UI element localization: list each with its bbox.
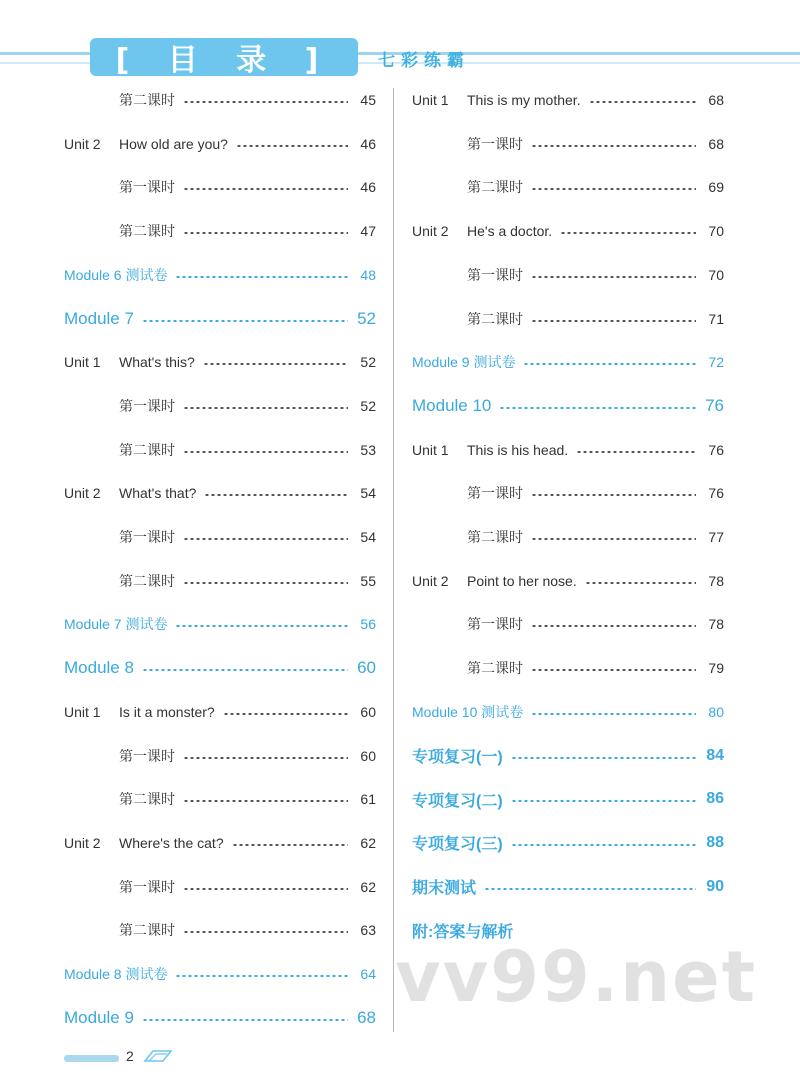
leader-dots	[232, 844, 348, 846]
page-ref: 68	[708, 135, 724, 152]
toc-entry[interactable]	[64, 175, 376, 199]
leader-dots	[142, 1019, 348, 1021]
leader-dots	[531, 669, 696, 671]
page-ref: 69	[708, 179, 724, 196]
page-ref: 86	[706, 790, 724, 808]
entry-title: Module 9 测试卷	[412, 354, 516, 371]
page-ref: 47	[360, 223, 376, 240]
entry-title: How old are you?	[119, 135, 228, 152]
toc-entry[interactable]	[64, 219, 376, 243]
page-ref: 54	[360, 485, 376, 502]
page-ref: 76	[708, 485, 724, 502]
toc-entry[interactable]	[412, 787, 724, 811]
page-ref: 53	[360, 441, 376, 458]
page-ref: 52	[357, 308, 376, 328]
unit-label: Unit 2	[412, 223, 449, 240]
page-ref: 55	[360, 572, 376, 589]
entry-title: 第一课时	[467, 135, 523, 152]
leader-dots	[183, 888, 348, 890]
leader-dots	[183, 800, 348, 802]
page-ref: 72	[708, 354, 724, 371]
unit-label: Unit 2	[64, 834, 101, 851]
entry-title: Module 8	[64, 658, 134, 678]
toc-entry[interactable]	[412, 307, 724, 331]
entry-title: 第一课时	[119, 529, 175, 545]
leader-dots	[531, 494, 696, 496]
entry-title: Is it a monster?	[119, 703, 215, 720]
leader-dots	[142, 320, 348, 322]
toc-entry[interactable]	[64, 438, 376, 462]
toc-entry[interactable]	[412, 132, 724, 156]
leader-dots	[531, 538, 696, 540]
entry-title: This is my mother.	[467, 92, 581, 108]
leader-dots	[531, 276, 696, 278]
leader-dots	[183, 931, 348, 933]
leader-dots	[531, 145, 696, 147]
page-ref: 78	[708, 572, 724, 589]
toc-entry[interactable]	[412, 831, 724, 855]
leader-dots	[223, 713, 348, 715]
leader-dots	[183, 407, 348, 409]
page-ref: 61	[360, 791, 376, 808]
page-ref: 62	[360, 834, 376, 851]
page-ref: 70	[708, 266, 724, 283]
entry-title: 第一课时	[467, 616, 523, 633]
page-number: 2	[126, 1048, 134, 1064]
page-ref: 60	[357, 658, 376, 678]
watermark: vv99.net	[395, 936, 758, 1018]
entry-title: Module 10 测试卷	[412, 703, 524, 720]
toc-entry[interactable]	[64, 132, 376, 156]
entry-title: What's that?	[119, 485, 197, 502]
entry-title: 专项复习(三)	[412, 836, 503, 854]
entry-title: Module 9	[64, 1007, 134, 1027]
page-ref: 45	[360, 92, 376, 108]
leader-dots	[589, 101, 696, 103]
entry-title: Module 7	[64, 308, 134, 328]
toc-entry[interactable]	[64, 350, 376, 374]
entry-title: 第二课时	[119, 922, 175, 939]
toc-entry[interactable]	[64, 700, 376, 724]
book-icon	[143, 1048, 173, 1064]
toc-entry[interactable]	[412, 263, 724, 287]
toc-entry[interactable]	[412, 525, 724, 549]
leader-dots	[183, 188, 348, 190]
toc-entry[interactable]	[64, 307, 376, 331]
leader-dots	[499, 407, 696, 409]
unit-label: Unit 2	[64, 485, 101, 502]
leader-dots	[204, 494, 348, 496]
leader-dots	[560, 232, 696, 234]
page-ref: 88	[706, 833, 724, 851]
toc-entry[interactable]	[412, 394, 724, 418]
entry-title: Module 8 测试卷	[64, 966, 168, 982]
toc-entry[interactable]	[412, 612, 724, 636]
page-ref: 60	[360, 747, 376, 764]
entry-title: Module 7 测试卷	[64, 616, 168, 633]
entry-title: 第二课时	[467, 310, 523, 327]
leader-dots	[531, 625, 696, 627]
footer-bar	[64, 1055, 119, 1062]
page-ref: 90	[706, 877, 724, 895]
leader-dots	[183, 101, 348, 103]
page-ref: 46	[360, 179, 376, 196]
entry-title: 附:答案与解析	[412, 923, 514, 941]
column-divider	[393, 88, 394, 1032]
toc-entry[interactable]	[64, 656, 376, 680]
leader-dots	[511, 800, 696, 802]
toc-entry[interactable]	[64, 569, 376, 593]
toc-entry[interactable]	[64, 918, 376, 942]
leader-dots	[511, 844, 696, 846]
page-ref: 76	[708, 441, 724, 458]
toc-entry[interactable]	[412, 88, 724, 112]
entry-title: 第二课时	[467, 529, 523, 545]
entry-title: Point to her nose.	[467, 572, 577, 589]
page-ref: 79	[708, 660, 724, 677]
entry-title: 第一课时	[119, 179, 175, 196]
leader-dots	[531, 188, 696, 190]
leader-dots	[203, 363, 348, 365]
toc-entry[interactable]	[64, 525, 376, 549]
leader-dots	[585, 582, 696, 584]
toc-entry[interactable]	[64, 1006, 376, 1030]
toc-title: [ 目 录 ]	[90, 38, 358, 76]
entry-title: 第一课时	[467, 485, 523, 502]
entry-title: 第二课时	[119, 92, 175, 108]
page-ref: 78	[708, 616, 724, 633]
entry-title: 专项复习(二)	[412, 792, 503, 810]
page-ref: 52	[360, 397, 376, 414]
leader-dots	[183, 582, 348, 584]
leader-dots	[484, 888, 696, 890]
entry-title: Where's the cat?	[119, 834, 224, 851]
entry-title: 第一课时	[119, 397, 175, 414]
entry-title: 第二课时	[119, 223, 175, 240]
unit-label: Unit 1	[412, 92, 449, 108]
toc-entry[interactable]	[412, 875, 724, 899]
page-ref: 62	[360, 878, 376, 895]
toc-entry[interactable]	[64, 744, 376, 768]
toc-entry[interactable]	[64, 962, 376, 986]
entry-title: 第二课时	[119, 791, 175, 808]
entry-title: 第二课时	[467, 179, 523, 196]
entry-title: 期末测试	[412, 880, 477, 898]
unit-label: Unit 2	[64, 135, 101, 152]
toc-entry[interactable]	[64, 787, 376, 811]
entry-title: He's a doctor.	[467, 223, 553, 240]
entry-title: This is his head.	[467, 441, 569, 458]
page-ref: 76	[705, 395, 724, 415]
page-ref: 70	[708, 223, 724, 240]
entry-title: 第一课时	[467, 266, 523, 283]
page-ref: 71	[708, 310, 724, 327]
leader-dots	[183, 232, 348, 234]
entry-title: Module 6 测试卷	[64, 266, 168, 283]
toc-entry[interactable]	[412, 744, 724, 768]
entry-title: 第二课时	[467, 660, 523, 677]
page-ref: 64	[360, 966, 376, 982]
toc-entry[interactable]	[412, 481, 724, 505]
series-name: 七彩练霸	[378, 50, 470, 71]
entry-title: Module 10	[412, 395, 492, 415]
entry-title: 第二课时	[119, 441, 175, 458]
leader-dots	[531, 713, 696, 715]
leader-dots	[142, 669, 348, 671]
leader-dots	[236, 145, 348, 147]
leader-dots	[175, 975, 348, 977]
page-ref: 68	[708, 92, 724, 108]
leader-dots	[511, 757, 696, 759]
toc-entry[interactable]	[64, 831, 376, 855]
toc-entry[interactable]	[64, 263, 376, 287]
unit-label: Unit 1	[64, 703, 101, 720]
leader-dots	[576, 451, 696, 453]
leader-dots	[183, 538, 348, 540]
page-ref: 68	[357, 1007, 376, 1027]
unit-label: Unit 1	[412, 441, 449, 458]
page-ref: 46	[360, 135, 376, 152]
entry-title: 第二课时	[119, 572, 175, 589]
page-ref: 84	[706, 746, 724, 764]
toc-entry[interactable]	[412, 350, 724, 374]
toc-entry[interactable]	[412, 219, 724, 243]
leader-dots	[183, 757, 348, 759]
toc-entry[interactable]	[412, 569, 724, 593]
leader-dots	[523, 363, 696, 365]
page-ref: 56	[360, 616, 376, 633]
toc-entry[interactable]	[412, 438, 724, 462]
unit-label: Unit 1	[64, 354, 101, 371]
leader-dots	[175, 625, 348, 627]
leader-dots	[175, 276, 348, 278]
page-ref: 63	[360, 922, 376, 939]
page-ref: 77	[708, 529, 724, 545]
page-ref: 54	[360, 529, 376, 545]
page-ref: 52	[360, 354, 376, 371]
leader-dots	[531, 320, 696, 322]
entry-title: What's this?	[119, 354, 195, 371]
entry-title: 第一课时	[119, 747, 175, 764]
page-ref: 80	[708, 703, 724, 720]
toc-entry[interactable]	[412, 656, 724, 680]
unit-label: Unit 2	[412, 572, 449, 589]
toc-entry[interactable]	[64, 481, 376, 505]
entry-title: 第一课时	[119, 878, 175, 895]
page-ref: 60	[360, 703, 376, 720]
toc-entry[interactable]	[64, 612, 376, 636]
toc-entry[interactable]	[412, 700, 724, 724]
toc-entry[interactable]	[412, 175, 724, 199]
toc-entry[interactable]	[64, 394, 376, 418]
page-ref: 48	[360, 266, 376, 283]
leader-dots	[183, 451, 348, 453]
toc-entry[interactable]	[64, 875, 376, 899]
toc-entry[interactable]	[64, 88, 376, 112]
entry-title: 专项复习(一)	[412, 749, 503, 766]
